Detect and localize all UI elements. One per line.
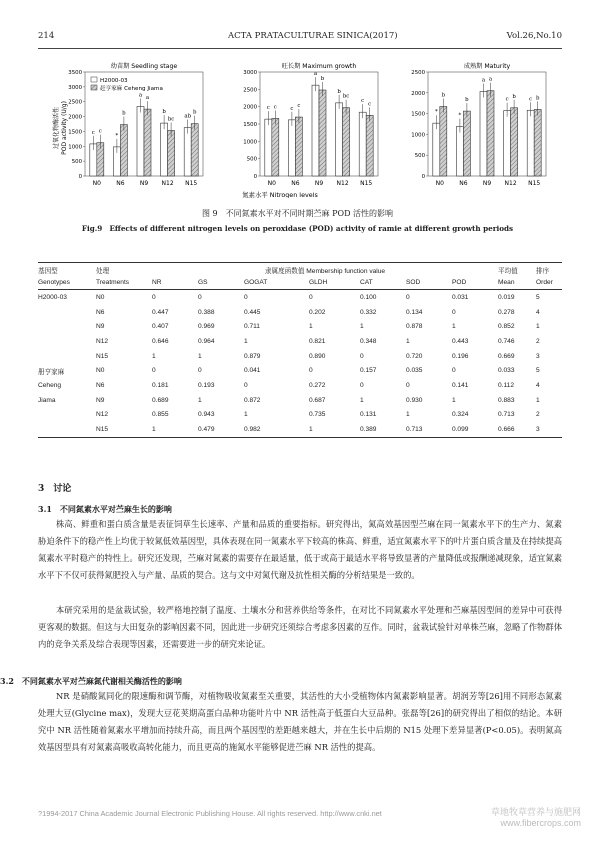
legend-swatch-ceheng	[91, 85, 97, 90]
cell-value: 0.689	[152, 396, 169, 404]
cell-value: 1	[243, 337, 248, 345]
cell-value: 0	[197, 293, 202, 301]
y-tick-label: 2000	[68, 114, 82, 121]
table-row	[38, 319, 562, 334]
cell-value: 0.131	[359, 411, 377, 419]
th-gldh: GLDH	[309, 276, 360, 290]
y-axis-title-en: POD activity (U/g)	[61, 101, 68, 155]
significance-letter: b	[465, 97, 469, 104]
cell-value: 0.389	[360, 422, 406, 437]
significance-letter: b	[535, 95, 540, 102]
x-tick-label: N0	[92, 180, 101, 187]
cell-value: 0.878	[405, 323, 423, 331]
cell-value: 0	[152, 367, 156, 375]
cell-value: 0	[359, 381, 364, 389]
cell-value: 0	[308, 293, 313, 301]
panel-title: 成熟期 Maturity	[463, 63, 511, 70]
legend-label-h2000: H2000-03	[100, 78, 128, 84]
cell-value: 0	[359, 352, 364, 360]
cell-value: 0.872	[243, 396, 261, 404]
cell-value: 0.646	[152, 337, 169, 345]
cell-value: 0.332	[359, 308, 377, 316]
th-genotypes-cn: 基因型	[38, 263, 96, 277]
cell-value: 0.687	[308, 396, 326, 404]
th-mean-cn: 平均值	[498, 263, 536, 277]
legend-label-ceheng: 赶亨家麻 Ceheng Jiama	[100, 86, 163, 92]
bar-ceheng	[366, 115, 373, 176]
bar-h2000	[480, 92, 487, 176]
bar-h2000	[527, 110, 534, 176]
cell-order: 3	[536, 352, 540, 360]
significance-letter: b	[122, 110, 126, 117]
y-tick-label: 1000	[411, 132, 425, 139]
bar-ceheng	[272, 118, 279, 176]
cell-genotype	[38, 422, 96, 437]
x-tick-label: N15	[360, 180, 373, 187]
x-tick-label: N12	[504, 180, 517, 187]
cell-mean: 0.669	[498, 352, 515, 360]
cell-value: 1	[405, 411, 410, 419]
cell-value: 1	[197, 396, 202, 404]
cell-value: 0.890	[308, 352, 326, 360]
cell-value: 0.479	[198, 422, 244, 437]
th-order-cn: 排序	[536, 263, 562, 277]
cell-value: 0.720	[405, 352, 423, 360]
cell-value: 1	[451, 396, 456, 404]
cell-value: 0.407	[152, 323, 169, 331]
cell-value: 0	[152, 293, 156, 301]
significance-letter: b	[320, 76, 325, 83]
significance-letter: c	[361, 98, 365, 105]
cell-value: 0.031	[451, 293, 469, 301]
x-tick-label: N12	[161, 180, 174, 187]
cell-value: 1	[152, 422, 198, 437]
cell-mean: 0.278	[498, 308, 515, 316]
cell-value: 1	[152, 352, 156, 360]
cell-genotype	[38, 305, 96, 320]
cell-value: 0.443	[451, 337, 469, 345]
cell-value: 0.735	[308, 411, 326, 419]
cell-value: 0.141	[451, 381, 469, 389]
bar-h2000	[137, 106, 144, 176]
cell-value: 1	[197, 352, 202, 360]
cell-treatment: N15	[96, 422, 152, 437]
cell-genotype	[38, 408, 96, 423]
y-axis-title-cn: 过氧化物酶活性	[53, 106, 60, 150]
table-row	[38, 349, 562, 364]
cell-mean: 0.713	[498, 411, 515, 419]
x-tick-label: N6	[459, 180, 468, 187]
bar-ceheng	[463, 111, 470, 176]
th-treatments-en: Treatments	[96, 276, 152, 290]
y-tick-label: 2000	[411, 90, 425, 97]
y-tick-label: 1500	[68, 129, 82, 136]
y-tick-label: 500	[414, 153, 425, 160]
x-tick-label: N15	[528, 180, 541, 187]
bar-ceheng	[343, 108, 350, 176]
significance-letter: *	[115, 132, 119, 139]
cell-treatment: N0	[96, 367, 105, 375]
y-tick-label: 0	[421, 174, 425, 180]
significance-letter: b	[337, 88, 341, 95]
bar-h2000	[312, 85, 319, 176]
cell-value: 0.181	[152, 381, 169, 389]
cell-mean: 0.666	[498, 422, 536, 437]
th-sod: SOD	[406, 276, 452, 290]
cell-order: 4	[536, 381, 540, 389]
significance-letter: c	[290, 105, 294, 112]
significance-letter: a	[488, 76, 493, 83]
cell-value: 0.447	[152, 308, 169, 316]
journal-name: ACTA PRATACULTURAE SINICA(2017)	[228, 31, 398, 41]
bar-ceheng	[168, 131, 175, 176]
th-order-en: Order	[536, 276, 562, 290]
th-gogat: GOGAT	[244, 276, 309, 290]
cell-order: 3	[536, 422, 562, 437]
watermark-cn: 草地牧草营养与施肥网	[490, 807, 581, 817]
cell-value: 0	[405, 293, 410, 301]
x-tick-label: N0	[267, 180, 276, 187]
cell-order: 5	[536, 293, 540, 301]
cell-value: 0.711	[243, 323, 260, 331]
cell-value: 1	[451, 323, 456, 331]
running-header	[38, 31, 562, 45]
bar-ceheng	[534, 109, 541, 176]
panel-title: 幼苗期 Seedling stage	[110, 63, 178, 70]
cell-order: 1	[536, 323, 540, 331]
cell-mean: 0.746	[498, 337, 515, 345]
paragraph-2: 本研究采用的是盆栽试验，较严格地控制了温度、土壤水分和营养供给等条件，在对比不同氮素水平处理和苎麻基因型间的差异中可获得更客观的数据。但这与大田复杂的影响因素不同，因此进一步研究还须综合考虑多因素的互作。同时，盆栽试验针对单株苎麻，忽略了作物群体内的竞争关系及综合表现等因素，还需要进一步的研究来论证。	[38, 605, 562, 649]
significance-letter: a	[481, 77, 486, 84]
cell-value: 0.982	[244, 422, 309, 437]
panel-title: 旺长期 Maximum growth	[281, 63, 357, 70]
significance-letter: c	[505, 96, 509, 103]
bar-ceheng	[440, 107, 447, 176]
significance-letter: c	[529, 96, 533, 103]
cell-value: 1	[308, 323, 313, 331]
y-tick-label: 0	[253, 174, 257, 180]
x-tick-label: N6	[291, 180, 300, 187]
y-tick-label: 1500	[243, 122, 257, 128]
table-row	[38, 422, 562, 437]
table-row	[38, 408, 562, 423]
y-tick-label: 2500	[411, 70, 425, 76]
cell-value: 0.445	[243, 308, 261, 316]
x-axis-title: 氮素水平 Nitrogen levels	[242, 191, 318, 198]
x-tick-label: N12	[336, 180, 349, 187]
copyright-footer: ?1994-2017 China Academic Journal Electronic Publishing House. All rights reserved. http://www.cnki.net	[38, 809, 382, 818]
cell-value: 0.041	[243, 367, 261, 375]
bar-ceheng	[144, 109, 151, 176]
figure-caption-en: Fig.9 Effects of different nitrogen levels on peroxidase (POD) activity of ramie at different growth periods	[81, 224, 514, 233]
significance-letter: a	[145, 95, 150, 102]
cell-value: 1	[309, 422, 360, 437]
header-rule	[38, 48, 562, 49]
y-tick-label: 2500	[243, 87, 257, 94]
significance-letter: b	[512, 93, 516, 100]
significance-letter: bc	[167, 116, 175, 123]
bar-h2000	[504, 111, 511, 176]
cell-mean: 0.852	[498, 323, 515, 331]
th-pod: POD	[452, 276, 498, 290]
x-tick-label: N6	[116, 180, 125, 187]
paragraph-1: 株高、鲜重和蛋白质含量是表征饲草生长速率、产量和品质的重要指标。研究得出，氮高效基因型苎麻在同一氮素水平下的生产力、氮素胁迫条件下的稳产性上均优于较氮低效基因型，具体表现在同一氮素水平下较高的株高、鲜重，适宜氮素水平下的叶片蛋白质含量及在持续提高氮素水平时稳产的特性上。研究还发现，苎麻对氮素的需要存在最适量，低于或高于最适水平将导致显著的产量降低或报酬递减现象，适宜氮素水平下不仅可获得氮肥投入与产量、品质的契合。这与文中对氮代谢及抗性相关酶的分析结果是一致的。	[38, 519, 562, 580]
significance-letter: c	[98, 128, 102, 135]
x-tick-label: N9	[314, 180, 324, 187]
y-tick-label: 1000	[243, 139, 257, 146]
cell-value: 1	[243, 411, 248, 419]
significance-letter: *	[434, 109, 438, 116]
y-tick-label: 500	[246, 156, 257, 163]
bar-h2000	[184, 128, 191, 176]
cell-mean: 0.112	[498, 381, 515, 389]
legend-swatch-h2000	[91, 77, 97, 82]
cell-value: 0.035	[405, 367, 423, 375]
cell-value: 0.099	[452, 422, 498, 437]
volume-info: Vol.26,No.10	[506, 31, 562, 41]
cell-mean: 0.883	[498, 396, 515, 404]
y-tick-label: 1000	[68, 144, 82, 151]
cell-value: 0	[243, 293, 248, 301]
bar-h2000	[161, 123, 168, 176]
y-tick-label: 1500	[411, 111, 425, 118]
cell-order: 4	[536, 308, 540, 316]
cell-value: 0	[243, 381, 248, 389]
table-row	[38, 378, 562, 393]
th-membership-group: 隶属度函数值 Membership function value	[152, 263, 498, 277]
significance-letter: b	[162, 109, 166, 116]
cell-value: 0.157	[359, 367, 377, 375]
cell-value: 0	[405, 381, 410, 389]
cell-treatment: N6	[96, 308, 105, 316]
th-mean-en: Mean	[498, 276, 536, 290]
figure-caption-cn: 图 9 不同氮素水平对不同时期苎麻 POD 活性的影响	[201, 209, 394, 218]
cell-order: 5	[536, 367, 540, 375]
significance-letter: *	[458, 112, 462, 119]
significance-letter: bc	[342, 93, 350, 100]
cell-value: 0	[197, 367, 202, 375]
significance-letter: b	[192, 109, 197, 116]
paragraph-3: NR 是硝酸氮同化的限速酶和调节酶，对植物吸收氮素至关重要，其活性的大小受植物体内氮素影响显著。胡润芳等[26]用不同形态氮素处理大豆(Glycine max)，发现大豆花荚期高蛋白品种功能叶片中 NR 活性高于低蛋白大豆品种。张磊等[26]的研究得出了相似的结论。本研究中 NR 活性随着氮素水平增加而持续升高，而且两个基因型的差距越来越大，并在生长中后期的 N15 处理下差异显著(P<0.05)。表明氮高效基因型具有对氮素高吸收高转化能力，而且更高的施氮水平能够促进苎麻 NR 活性的提高。	[38, 691, 562, 752]
y-tick-label: 500	[71, 159, 82, 166]
x-tick-label: N0	[435, 180, 444, 187]
significance-letter: a	[138, 92, 143, 99]
membership-function-table	[38, 262, 562, 438]
cell-value: 0	[451, 308, 456, 316]
th-genotypes-en: Genotypes	[38, 276, 96, 290]
cell-mean: 0.019	[498, 293, 515, 301]
significance-letter: c	[297, 103, 301, 110]
cell-value: 0.388	[197, 308, 215, 316]
bar-ceheng	[511, 108, 518, 176]
cell-value: 0.100	[359, 293, 377, 301]
figure-9-bar-charts	[50, 58, 570, 198]
section-heading-discussion: 3 讨论	[38, 484, 72, 494]
cell-treatment: N9	[96, 396, 105, 404]
cell-genotype: H2000-03	[38, 293, 67, 301]
table-row	[38, 290, 562, 305]
bar-ceheng	[487, 91, 494, 176]
cell-treatment: N12	[96, 337, 109, 345]
bar-h2000	[359, 112, 366, 176]
cell-treatment: N15	[96, 352, 109, 360]
bar-h2000	[336, 103, 343, 176]
cell-genotype: Jiama	[38, 396, 56, 404]
y-tick-label: 2500	[68, 99, 82, 106]
cell-value: 1	[405, 337, 410, 345]
cell-value: 0.879	[243, 352, 261, 360]
cell-value: 0	[451, 367, 456, 375]
bar-ceheng	[120, 125, 127, 176]
y-tick-label: 3000	[243, 70, 257, 76]
cell-order: 2	[536, 411, 540, 419]
y-tick-label: 2000	[243, 104, 257, 111]
th-gs: GS	[198, 276, 244, 290]
cell-treatment: N12	[96, 411, 109, 419]
cell-value: 0.324	[451, 411, 469, 419]
bar-h2000	[433, 123, 440, 176]
cell-value: 0.855	[152, 411, 169, 419]
th-treatments-cn: 处理	[96, 263, 152, 277]
significance-letter: c	[368, 101, 372, 108]
cell-value: 0.821	[308, 337, 326, 345]
x-tick-label: N9	[482, 180, 492, 187]
table-row	[38, 305, 562, 320]
table-row	[38, 393, 562, 408]
bar-h2000	[456, 126, 463, 176]
cell-value: 0.943	[197, 411, 215, 419]
cell-value: 0.713	[406, 422, 452, 437]
cell-value: 0.930	[405, 396, 423, 404]
significance-letter: b	[441, 92, 446, 99]
cell-treatment: N6	[96, 381, 105, 389]
th-nr: NR	[152, 276, 198, 290]
table-row	[38, 334, 562, 349]
cell-value: 0	[308, 367, 313, 375]
cell-genotype	[38, 334, 96, 349]
cell-order: 1	[536, 396, 540, 404]
cell-value: 0.272	[308, 381, 326, 389]
cell-mean: 0.033	[498, 367, 515, 375]
cell-genotype: 册亨家麻	[38, 368, 65, 376]
cell-order: 2	[536, 337, 540, 345]
significance-letter: c	[91, 129, 95, 136]
watermark-url: www.fibercrops.com	[500, 818, 581, 828]
bar-ceheng	[191, 124, 198, 176]
th-cat: CAT	[360, 276, 406, 290]
cell-value: 0.348	[359, 337, 377, 345]
cell-genotype	[38, 349, 96, 364]
cell-value: 0.193	[197, 381, 215, 389]
subsection-heading-3-2: 3.2 不同氮素水平对苎麻氮代谢相关酶活性的影响	[0, 676, 182, 686]
cell-value: 0.134	[405, 308, 423, 316]
y-tick-label: 3000	[68, 84, 82, 91]
page-number: 214	[38, 31, 55, 41]
y-tick-label: 3500	[68, 70, 82, 76]
significance-letter: c	[273, 104, 277, 111]
cell-genotype: Ceheng	[38, 381, 62, 389]
cell-treatment: N9	[96, 323, 105, 331]
cell-genotype	[38, 319, 96, 334]
cell-value: 0.969	[197, 323, 215, 331]
significance-letter: ab	[184, 113, 192, 120]
cell-value: 1	[359, 323, 364, 331]
cell-value: 0.196	[451, 352, 469, 360]
y-tick-label: 0	[78, 174, 82, 180]
bar-h2000	[265, 119, 272, 176]
significance-letter: a	[313, 71, 318, 78]
x-tick-label: N9	[139, 180, 149, 187]
x-tick-label: N15	[185, 180, 198, 187]
table-row	[38, 363, 562, 378]
cell-value: 0.202	[308, 308, 326, 316]
bar-h2000	[288, 120, 295, 176]
cell-value: 1	[359, 396, 364, 404]
subsection-heading-3-1: 3.1 不同氮素水平对苎麻生长的影响	[38, 504, 172, 514]
cell-treatment: N0	[96, 293, 105, 301]
bar-ceheng	[319, 90, 326, 176]
significance-letter: c	[266, 105, 270, 112]
cell-value: 0.964	[197, 337, 215, 345]
bar-ceheng	[295, 117, 302, 176]
